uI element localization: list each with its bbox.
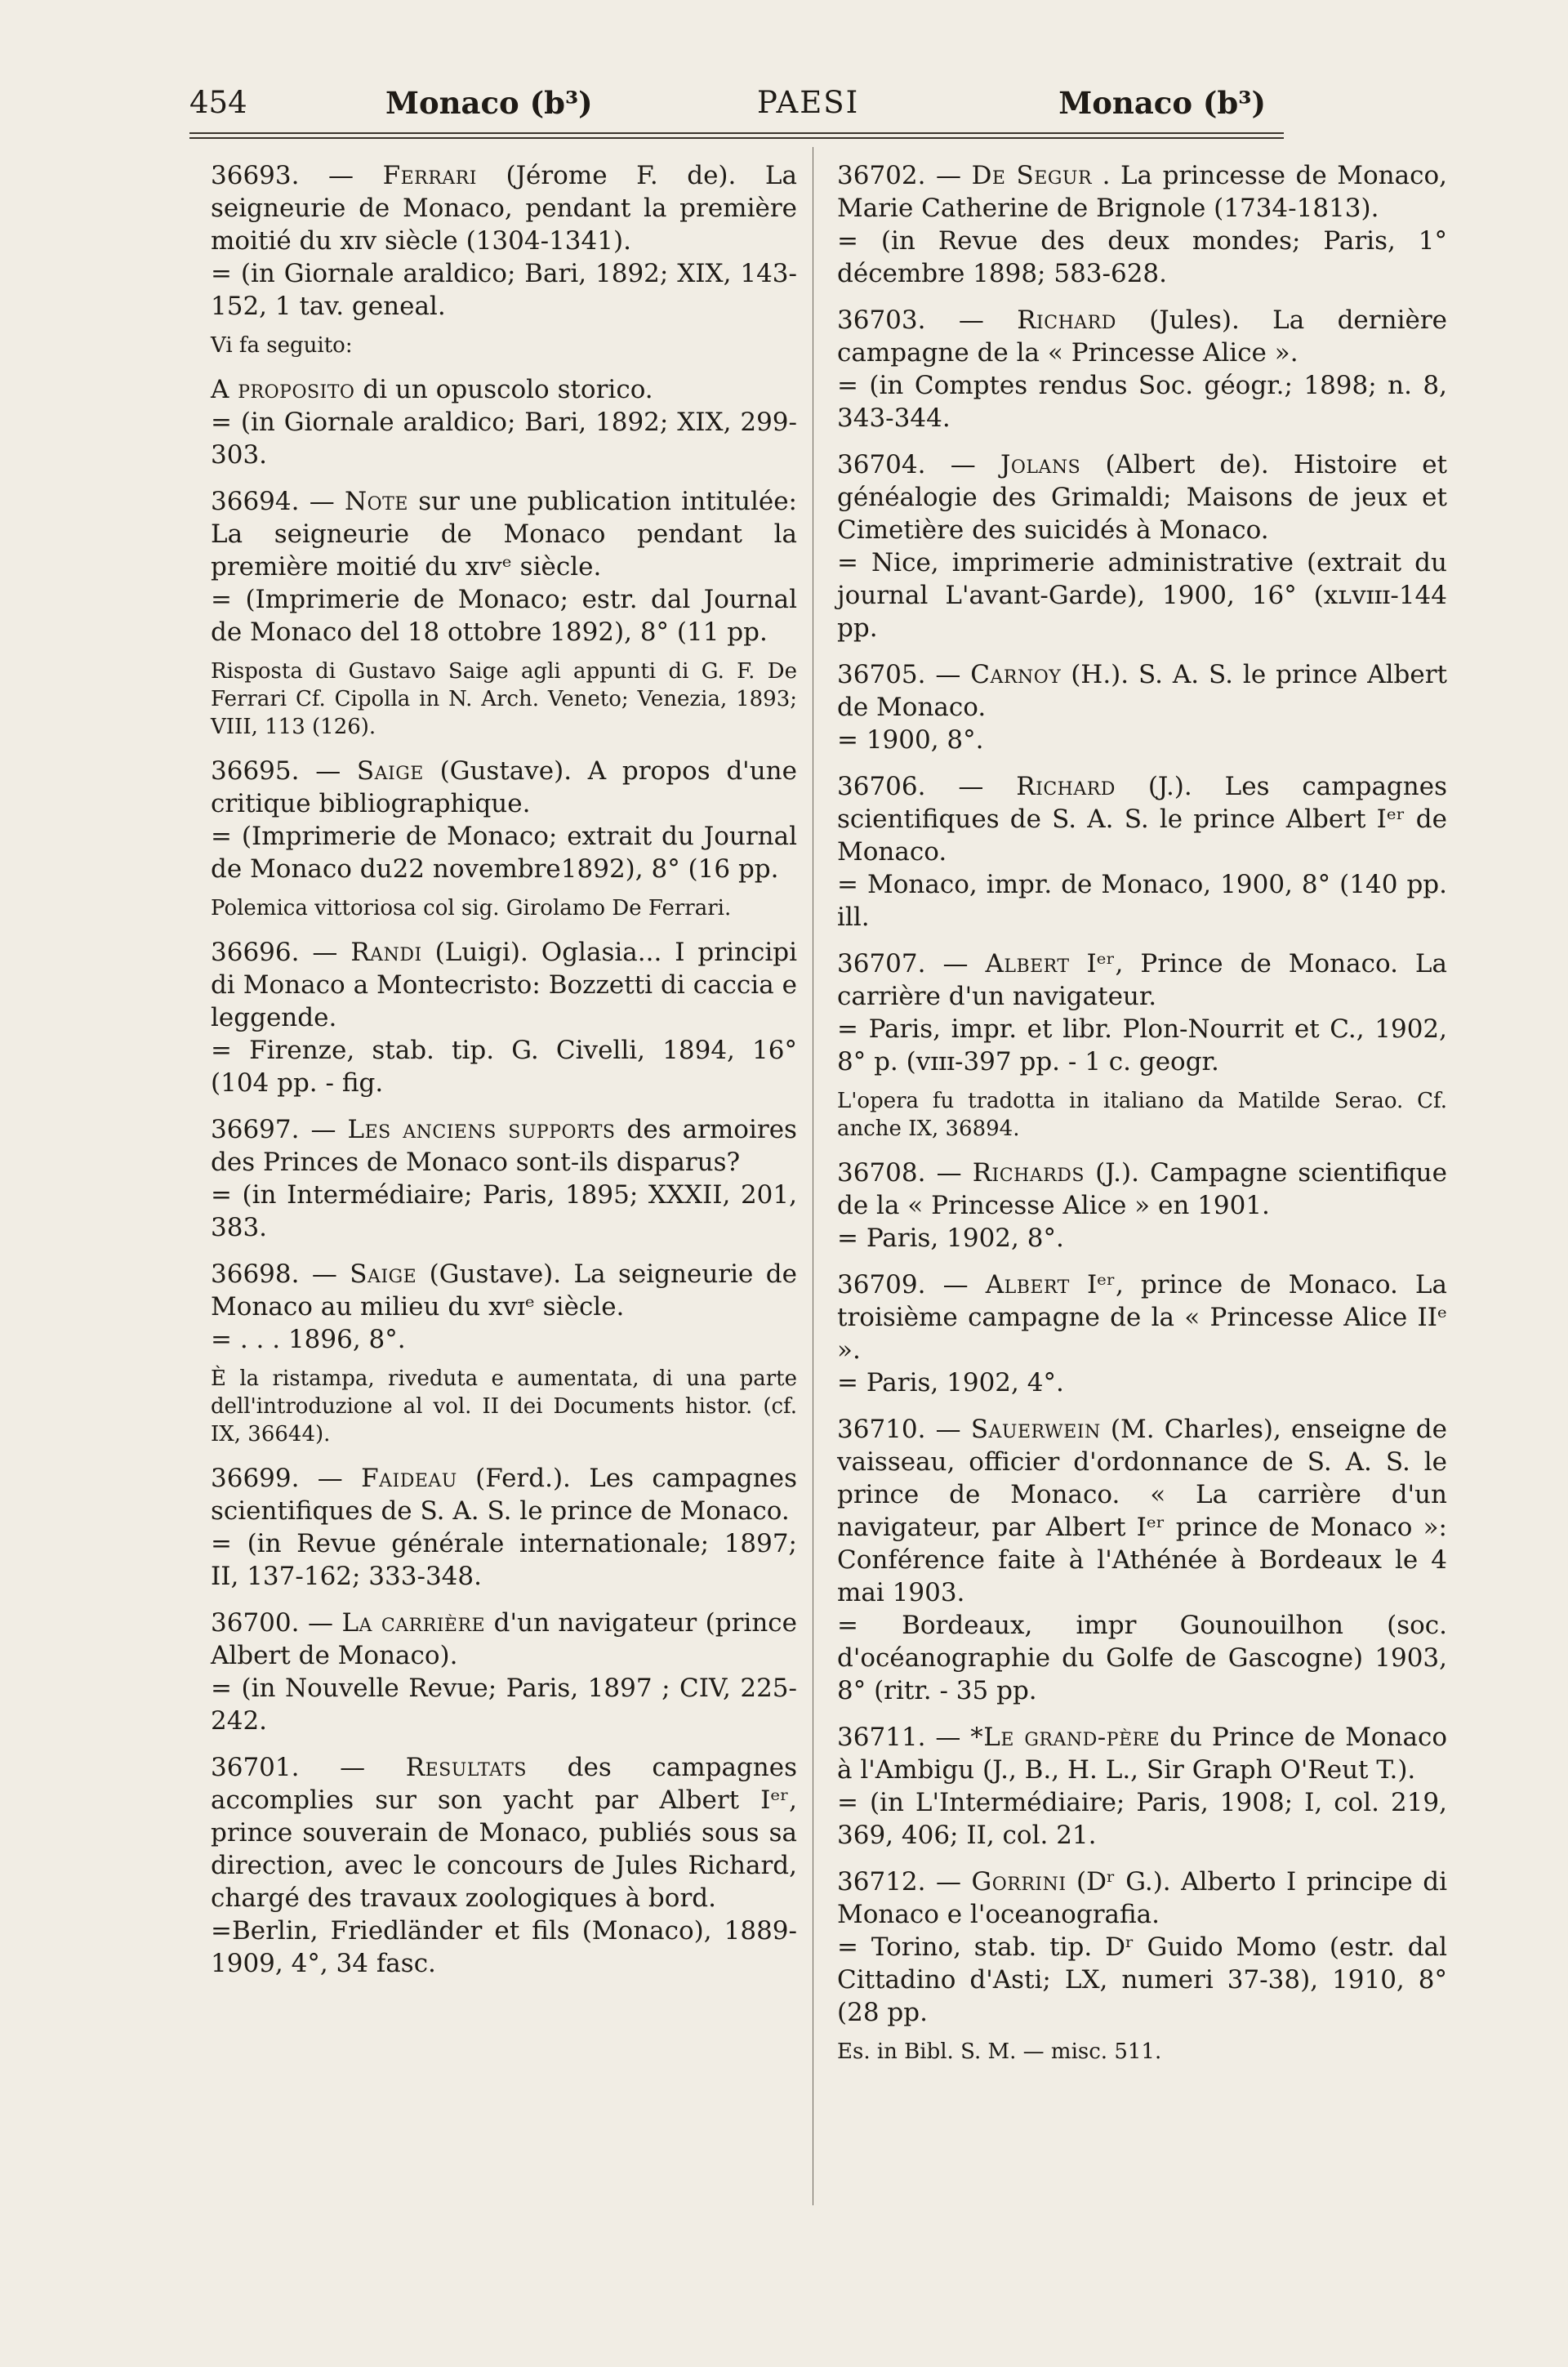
entry-publication: = Nice, imprimerie administrative (extrait du journal L'avant-Garde), 1900, 16° (xʟᴠɪɪɪ-144 pp. [837, 548, 1447, 643]
entry-publication: =Berlin, Friedländer et fils (Monaco), 1889-1909, 4°, 34 fasc. [211, 1916, 797, 1978]
entry-author: Albert [985, 1270, 1070, 1299]
entry-title: Iᵉʳ, prince de Monaco. La troisième campagne de la « Princesse Alice IIᵉ ». [837, 1270, 1447, 1365]
entry-author: Saige [350, 1259, 417, 1289]
entry-title: du Prince de Monaco à l'Ambigu (J., B., H. L., Sir Graph O'Reut T.). [837, 1723, 1447, 1785]
entry-publication: = (in Revue générale internationale; 1897; II, 137-162; 333-348. [211, 1529, 797, 1591]
entry-title: sur une publication intitulée: La seigneurie de Monaco pendant la première moitié du xɪvᵉ siècle. [211, 487, 797, 582]
entry-number: 36707. [837, 949, 926, 978]
entry-number: 36698. [211, 1259, 300, 1289]
entry-title: d'un navigateur (prince Albert de Monaco). [211, 1608, 797, 1670]
bibliography-note: L'opera fu tradotta in italiano da Matilde Serao. Cf. anche IX, 36894. [837, 1089, 1447, 1141]
entry-publication: = Monaco, impr. de Monaco, 1900, 8° (140 pp. ill. [837, 870, 1447, 932]
bibliography-entry: 36701. — Resultats des campagnes accomplies sur son yacht par Albert Iᵉʳ, prince souverain de Monaco, publiés sous sa direction, avec le concours de Jules Richard, chargé des travaux zoologiques à bord. =Berlin, Friedländer et fils (Monaco), 1889-1909, 4°, 34 fasc. [211, 1753, 797, 1978]
entry-title: (Albert de). Histoire et généalogie des Grimaldi; Maisons de jeux et Cimetière des suicidés à Monaco. [837, 450, 1447, 545]
bibliography-entry: 36703. — Richard (Jules). La dernière campagne de la « Princesse Alice ». = (in Comptes rendus Soc. géogr.; 1898; n. 8, 343-344. [837, 305, 1447, 433]
entry-publication: = Bordeaux, impr Gounouilhon (soc. d'océanographie du Golfe de Gascogne) 1903, 8° (ritr. - 35 pp. [837, 1611, 1447, 1705]
entry-author: Saige [356, 756, 424, 786]
entry-author: Sauerwein [970, 1415, 1101, 1444]
bibliography-entry: 36706. — Richard (J.). Les campagnes scientifiques de S. A. S. le prince Albert Iᵉʳ de Monaco. = Monaco, impr. de Monaco, 1900, 8° (140 pp. ill. [837, 772, 1447, 932]
entry-publication: = (Imprimerie de Monaco; extrait du Journal de Monaco du22 novembre1892), 8° (16 pp. [211, 822, 797, 884]
bibliography-entry: 36712. — Gorrini (Dʳ G.). Alberto I principe di Monaco e l'oceanografia. = Torino, stab. tip. Dʳ Guido Momo (estr. dal Cittadino d'Asti; LX, numeri 37-38), 1910, 8° (28 pp. [837, 1867, 1448, 2027]
entry-title: (M. Charles), enseigne de vaisseau, officier d'ordonnance de S. A. S. le prince de Monaco. « La carrière d'un navigateur, par Albert Iᵉʳ prince de Monaco »: Conférence faite à l'Athénée à Bordeaux le 4 mai 1903. [837, 1415, 1447, 1607]
bibliography-entry: 36711. — *Le grand-père du Prince de Monaco à l'Ambigu (J., B., H. L., Sir Graph O'Reut T.). = (in L'Intermédiaire; Paris, 1908; I, col. 219, 369, 406; II, col. 21. [837, 1723, 1447, 1850]
bibliography-entry: 36698. — Saige (Gustave). La seigneurie de Monaco au milieu du xvɪᵉ siècle. = . . . 1896, 8°. [211, 1259, 797, 1354]
entry-author: Resultats [405, 1753, 527, 1782]
entry-title: des armoires des Princes de Monaco sont-ils disparus? [211, 1115, 797, 1177]
entry-title: (Dʳ G.). Alberto I principe di Monaco e l'oceanografia. [837, 1867, 1448, 1929]
entry-publication: = (in Giornale araldico; Bari, 1892; XIX, 299-303. [211, 408, 797, 470]
entry-publication: = Firenze, stab. tip. G. Civelli, 1894, 16° (104 pp. - fig. [211, 1036, 797, 1098]
bibliography-entry [211, 373, 797, 471]
entry-publication: = Paris, 1902, 8°. [837, 1224, 1064, 1253]
entry-number: 36702. [837, 161, 926, 190]
entry-publication: = (in Nouvelle Revue; Paris, 1897 ; CIV, 225-242. [211, 1674, 797, 1736]
entry-publication: = 1900, 8°. [837, 725, 984, 755]
entry-publication: = (in Giornale araldico; Bari, 1892; XIX, 143-152, 1 tav. geneal. [211, 259, 797, 321]
bibliography-note: Risposta di Gustavo Saige agli appunti di G. F. De Ferrari Cf. Cipolla in N. Arch. Veneto; Venezia, 1893; VIII, 113 (126). [211, 659, 797, 739]
bibliography-entry: 36705. — Carnoy (H.). S. A. S. le prince Albert de Monaco. = 1900, 8°. [837, 660, 1448, 755]
entry-author: La carrière [341, 1608, 486, 1638]
bibliography-entry: 36700. — La carrière d'un navigateur (prince Albert de Monaco). = (in Nouvelle Revue; Paris, 1897 ; CIV, 225-242. [211, 1608, 797, 1736]
bibliography-entry: 36695. — Saige (Gustave). A propos d'une critique bibliographique. = (Imprimerie de Monaco; extrait du Journal de Monaco du22 novembre1892), 8° (16 pp. [211, 756, 797, 884]
entry-title: (Luigi). Oglasia... I principi di Monaco a Montecristo: Bozzetti di caccia e leggende. [211, 938, 797, 1032]
bibliography-entry: 36708. — Richards (J.). Campagne scientifique de la « Princesse Alice » en 1901. = Paris, 1902, 8°. [837, 1158, 1447, 1253]
entry-author: Note [345, 487, 408, 516]
entry-number: 36709. [837, 1270, 926, 1299]
bibliography-entry: 36702. — De Segur . La princesse de Monaco, Marie Catherine de Brignole (1734-1813). = (in Revue des deux mondes; Paris, 1° décembre 1898; 583-628. [837, 161, 1447, 288]
entry-title: (J.). Les campagnes scientifiques de S. A. S. le prince Albert Iᵉʳ de Monaco. [837, 772, 1447, 867]
right-column [837, 159, 1447, 2079]
entry-title: (Jules). La dernière campagne de la « Princesse Alice ». [837, 305, 1447, 368]
entry-author: A proposito [211, 375, 355, 404]
entry-publication: = (in Comptes rendus Soc. géogr.; 1898; n. 8, 343-344. [837, 371, 1447, 433]
entry-publication: = (Imprimerie de Monaco; estr. dal Journal de Monaco del 18 ottobre 1892), 8° (11 pp. [211, 585, 797, 647]
entry-publication: = Torino, stab. tip. Dʳ Guido Momo (estr. dal Cittadino d'Asti; LX, numeri 37-38), 1910, 8° (28 pp. [837, 1932, 1447, 2027]
entry-number: 36697. [211, 1115, 300, 1144]
entry-number: 36704. [837, 450, 926, 479]
bibliography-entry: 36693. — Ferrari (Jérome F. de). La seigneurie de Monaco, pendant la première moitié du xɪv siècle (1304-1341). = (in Giornale araldico; Bari, 1892; XIX, 143-152, 1 tav. geneal. [211, 161, 797, 321]
entry-number: 36699. [211, 1464, 300, 1493]
entry-author: *Le grand-père [970, 1723, 1160, 1752]
left-column [211, 159, 797, 1994]
bibliography-entry: 36697. — Les anciens supports des armoires des Princes de Monaco sont-ils disparus? = (in Intermédiaire; Paris, 1895; XXXII, 201, 383. [211, 1115, 797, 1242]
entry-title: (Jérome F. de). La seigneurie de Monaco, pendant la première moitié du xɪv siècle (1304-1341). [211, 161, 797, 256]
entry-number: 36694. [211, 487, 300, 516]
entry-number: 36695. [211, 756, 300, 786]
left-running-title: Monaco (b³) [385, 85, 593, 121]
page-number: 454 [189, 85, 247, 120]
bibliography-note: Vi fa seguito: [211, 333, 353, 358]
right-running-title: Monaco (b³) [1058, 85, 1266, 121]
entry-author: Les anciens supports [347, 1115, 616, 1144]
entry-number: 36708. [837, 1158, 926, 1188]
entry-title: . La princesse de Monaco, Marie Catherine de Brignole (1734-1813). [837, 161, 1447, 223]
entry-author: Randi [350, 938, 422, 967]
entry-publication: = (in L'Intermédiaire; Paris, 1908; I, col. 219, 369, 406; II, col. 21. [837, 1788, 1447, 1850]
entry-title: (Gustave). A propos d'une critique bibliographique. [211, 756, 797, 818]
entry-number: 36700. [211, 1608, 300, 1638]
entry-number: 36696. [211, 938, 300, 967]
entry-author: Richard [1017, 305, 1116, 335]
header-rule-bottom [189, 137, 1284, 139]
entry-number: 36710. [837, 1415, 926, 1444]
entry-author: Faideau [361, 1464, 457, 1493]
entry-author: Richard [1016, 772, 1116, 801]
page-header [189, 78, 1266, 127]
entry-publication: = . . . 1896, 8°. [211, 1325, 406, 1354]
entry-number: 36693. [211, 161, 300, 190]
entry-publication: = (in Intermédiaire; Paris, 1895; XXXII, 201, 383. [211, 1180, 797, 1242]
entry-title: (J.). Campagne scientifique de la « Princesse Alice » en 1901. [837, 1158, 1447, 1220]
entry-publication: = (in Revue des deux mondes; Paris, 1° décembre 1898; 583-628. [837, 226, 1447, 288]
entry-number: 36701. [211, 1753, 300, 1782]
entry-publication: = Paris, 1902, 4°. [837, 1368, 1064, 1397]
entry-author: Jolans [1000, 450, 1081, 479]
entry-title: (Gustave). La seigneurie de Monaco au milieu du xvɪᵉ siècle. [211, 1259, 797, 1322]
entry-title: (H.). S. A. S. le prince Albert de Monaco. [837, 660, 1448, 722]
bibliography-entry: 36707. — Albert Iᵉʳ, Prince de Monaco. La carrière d'un navigateur. = Paris, impr. et libr. Plon-Nourrit et C., 1902, 8° p. (ᴠɪɪɪ-397 pp. - 1 c. geogr. [837, 949, 1447, 1077]
entry-number: 36705. [837, 660, 926, 689]
entry-author: De Segur [971, 161, 1093, 190]
entry-author: Gorrini [971, 1867, 1067, 1897]
entry-publication: = Paris, impr. et libr. Plon-Nourrit et C., 1902, 8° p. (ᴠɪɪɪ-397 pp. - 1 c. geogr. [837, 1014, 1447, 1077]
bibliography-entry: 36699. — Faideau (Ferd.). Les campagnes scientifiques de S. A. S. le prince de Monaco. = (in Revue générale internationale; 1897; II, 137-162; 333-348. [211, 1464, 797, 1591]
entry-number: 36703. [837, 305, 926, 335]
entry-author: Richards [972, 1158, 1085, 1188]
bibliography-note: Es. in Bibl. S. M. — misc. 511. [837, 2039, 1162, 2064]
entry-number: 36706. [837, 772, 926, 801]
bibliography-entry: 36704. — Jolans (Albert de). Histoire et généalogie des Grimaldi; Maisons de jeux et Cimetière des suicidés à Monaco. = Nice, imprimerie administrative (extrait du journal L'avant-Garde), 1900, 16° (xʟᴠɪɪɪ-144 pp. [837, 450, 1447, 643]
header-rule-top [189, 132, 1284, 134]
entry-title: des campagnes accomplies sur son yacht par Albert Iᵉʳ, prince souverain de Monaco, publiés sous sa direction, avec le concours de Jules Richard, chargé des travaux zoologiques à bord. [211, 1753, 797, 1913]
bibliography-note: Polemica vittoriosa col sig. Girolamo De Ferrari. [211, 896, 732, 920]
bibliography-note: È la ristampa, riveduta e aumentata, di una parte dell'introduzione al vol. II dei Documents histor. (cf. IX, 36644). [211, 1366, 797, 1446]
bibliography-entry: 36696. — Randi (Luigi). Oglasia... I principi di Monaco a Montecristo: Bozzetti di caccia e leggende. = Firenze, stab. tip. G. Civelli, 1894, 16° (104 pp. - fig. [211, 938, 797, 1098]
entry-number: 36712. [837, 1867, 926, 1897]
entry-author: Carnoy [970, 660, 1062, 689]
bibliography-entry: 36694. — Note sur une publication intitulée: La seigneurie de Monaco pendant la première moitié du xɪvᵉ siècle. = (Imprimerie de Monaco; estr. dal Journal de Monaco del 18 ottobre 1892), 8° (11 pp. [211, 487, 797, 647]
center-running-title: PAESI [757, 85, 860, 120]
bibliography-entry: 36709. — Albert Iᵉʳ, prince de Monaco. La troisième campagne de la « Princesse Alice IIᵉ ». = Paris, 1902, 4°. [837, 1270, 1447, 1397]
entry-title: di un opuscolo storico. [363, 375, 653, 404]
entry-title: Iᵉʳ, Prince de Monaco. La carrière d'un navigateur. [837, 949, 1447, 1011]
entry-author: Ferrari [382, 161, 477, 190]
entry-number: 36711. [837, 1723, 926, 1752]
entry-author: Albert [985, 949, 1070, 978]
entry-title: (Ferd.). Les campagnes scientifiques de S. A. S. le prince de Monaco. [211, 1464, 797, 1526]
bibliography-entry: 36710. — Sauerwein (M. Charles), enseigne de vaisseau, officier d'ordonnance de S. A. S. le prince de Monaco. « La carrière d'un navigateur, par Albert Iᵉʳ prince de Monaco »: Conférence faite à l'Athénée à Bordeaux le 4 mai 1903. = Bordeaux, impr Gounouilhon (soc. d'océanographie du Golfe de Gascogne) 1903, 8° (ritr. - 35 pp. [837, 1415, 1447, 1705]
